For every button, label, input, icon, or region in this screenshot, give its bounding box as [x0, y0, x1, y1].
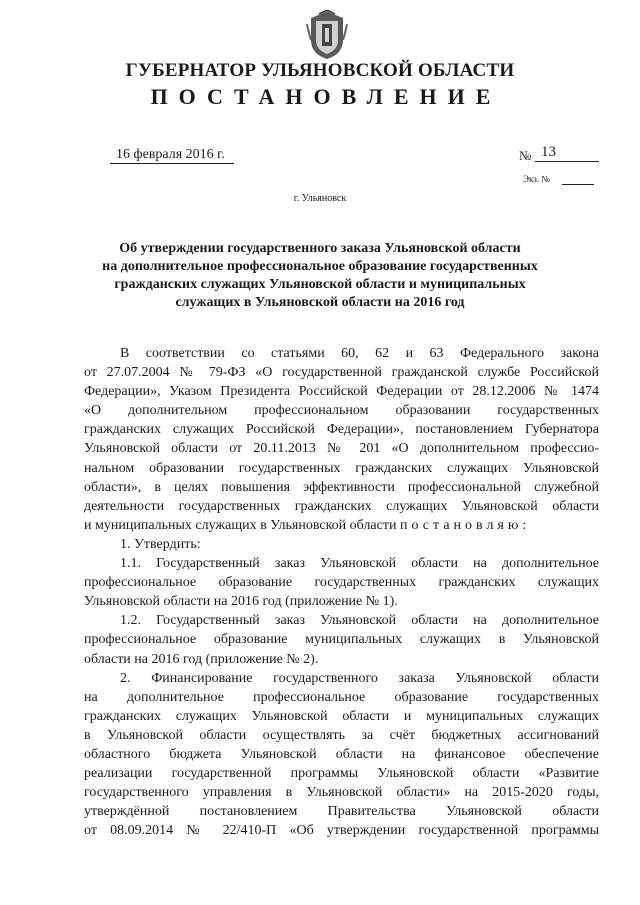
resolution-word: постановляю: [399, 517, 531, 533]
title-line: гражданских служащих Ульяновской области и муниципальных [114, 277, 526, 292]
body-line: Ульяновской области от 20.11.2013 № 201 «О дополнительном профессио- [84, 441, 599, 457]
body-line: гражданских служащих Российской Федерации», постановлением Губернатора [84, 422, 599, 438]
body-line: областного бюджета Ульяновской области на финансовое обеспечение [84, 746, 599, 762]
copy-number-label: Экз. № [523, 174, 550, 184]
title-line: служащих в Ульяновской области на 2016 год [175, 295, 465, 310]
body-line: утверждённой постановлением Правительства Ульяновской области [84, 804, 599, 820]
body-line: 2. Финансирование государственного заказа Ульяновской области [120, 670, 599, 686]
body-line: 1. Утвердить: [120, 536, 201, 552]
body-line: области на 2016 год (приложение № 2). [84, 651, 319, 667]
body-line: 1.2. Государственный заказ Ульяновской области на дополнительное [120, 613, 599, 629]
body-line: на дополнительное профессиональное образование государственных [84, 689, 599, 705]
document-number: 13 [535, 144, 599, 162]
body-line: Федерации», Указом Президента Российской Федерации от 28.12.2006 № 1474 [84, 384, 599, 400]
issuer-heading: ГУБЕРНАТОР УЛЬЯНОВСКОЙ ОБЛАСТИ [125, 60, 515, 81]
city-line: г. Ульяновск [293, 193, 347, 204]
body-line: «О дополнительном профессиональном образовании государственных [84, 403, 599, 419]
body-line-text: и муниципальных служащих в Ульяновской области [84, 517, 397, 533]
body-line: реализации государственной программы Ульяновской области «Развитие [84, 766, 599, 782]
body-line: государственного управления в Ульяновской области» на 2015-2020 годы, [84, 785, 599, 801]
body-line: Ульяновской области на 2016 год (приложение № 1). [84, 594, 398, 610]
body-line: области», в целях повышения эффективности профессиональной служебной [84, 479, 599, 495]
copy-number-blank [562, 184, 594, 185]
body-line: нальном образовании государственных гражданских служащих Ульяновской [84, 460, 599, 476]
body-line: 1.1. Государственный заказ Ульяновской области на дополнительное [120, 556, 599, 572]
body-line: профессиональное образование муниципальных служащих в Ульяновской [84, 632, 599, 648]
document-date: 16 февраля 2016 г. [110, 146, 234, 164]
document-body [84, 344, 599, 840]
title-line: Об утверждении государственного заказа Ульяновской области [119, 241, 521, 256]
body-line: в Ульяновской области осуществлять за счёт бюджетных ассигнований [84, 727, 599, 743]
body-line: от 08.09.2014 № 22/410-П «Об утверждении государственной программы [84, 823, 599, 839]
body-line: В соответствии со статьями 60, 62 и 63 Федерального закона [120, 346, 599, 361]
number-label: № [519, 148, 532, 163]
document-type-heading: ПОСТАНОВЛЕНИЕ [150, 84, 502, 109]
body-line-resolution [84, 516, 599, 535]
coat-of-arms-emblem [305, 10, 349, 60]
title-line: на дополнительное профессиональное образование государственных [102, 259, 538, 274]
body-line: деятельности государственных гражданских служащих Ульяновской области [84, 498, 599, 514]
document-title [60, 240, 580, 312]
body-line: профессиональное образование государственных гражданских служащих [84, 575, 599, 591]
body-line: от 27.07.2004 № 79-ФЗ «О государственной гражданской службе Российской [84, 365, 599, 381]
body-line: гражданских служащих Ульяновской области и муниципальных служащих [84, 708, 599, 724]
